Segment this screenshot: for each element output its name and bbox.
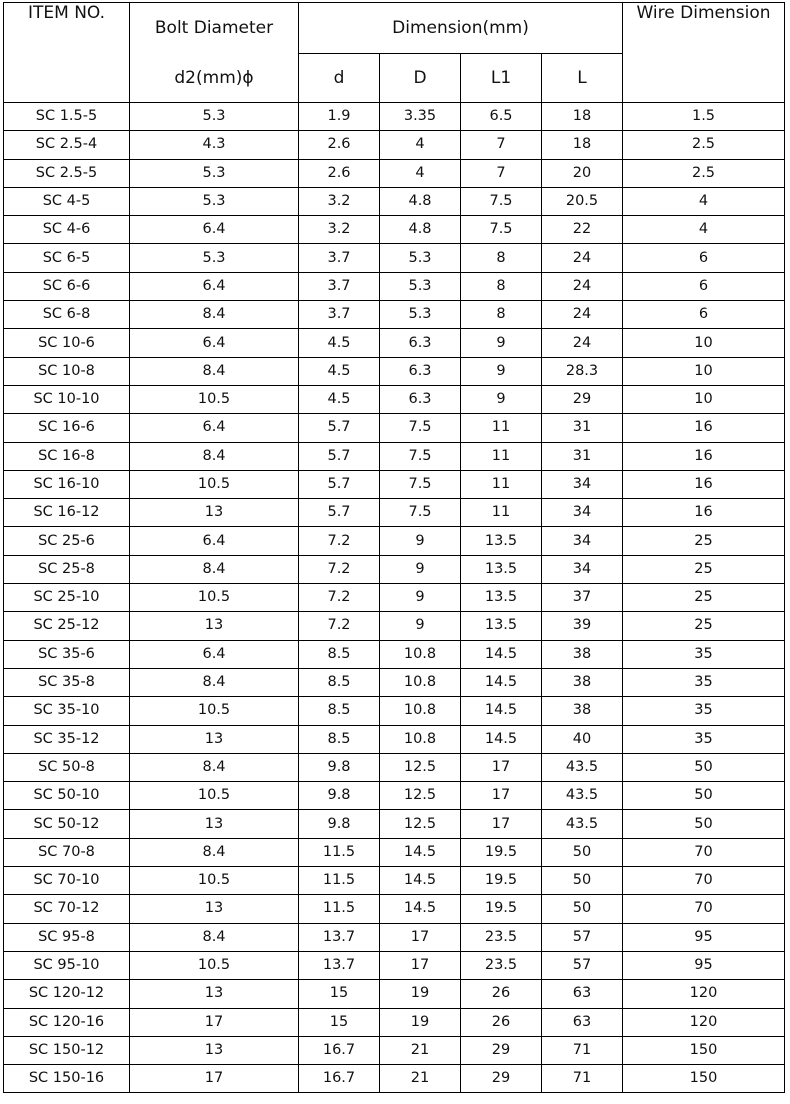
cell-L: 38	[542, 697, 623, 725]
cell-L: 18	[542, 103, 623, 131]
cell-L: 34	[542, 555, 623, 583]
cell-wire-dimension: 25	[623, 555, 785, 583]
cell-bolt-diameter: 8.4	[130, 753, 299, 781]
cell-L1: 17	[461, 782, 542, 810]
cell-L1: 23.5	[461, 923, 542, 951]
cell-wire-dimension: 35	[623, 668, 785, 696]
cell-wire-dimension: 16	[623, 414, 785, 442]
table-row	[4, 1036, 785, 1064]
cell-bolt-diameter: 8.4	[130, 301, 299, 329]
cell-d: 8.5	[299, 640, 380, 668]
header-D-upper: D	[380, 54, 461, 103]
cell-D-upper: 5.3	[380, 301, 461, 329]
cell-L1: 13.5	[461, 584, 542, 612]
cell-L1: 19.5	[461, 867, 542, 895]
header-wire-dimension: Wire Dimension	[623, 3, 785, 103]
cell-L: 29	[542, 385, 623, 413]
cell-L: 22	[542, 216, 623, 244]
cell-L: 34	[542, 470, 623, 498]
cell-d: 4.5	[299, 357, 380, 385]
cell-item-no: SC 35-12	[4, 725, 130, 753]
table-row	[4, 385, 785, 413]
cell-wire-dimension: 16	[623, 442, 785, 470]
cell-d: 9.8	[299, 810, 380, 838]
cell-bolt-diameter: 10.5	[130, 951, 299, 979]
header-bolt-sub: d2(mm)ϕ	[130, 54, 299, 103]
table-row	[4, 555, 785, 583]
cell-d: 5.7	[299, 442, 380, 470]
cell-L1: 8	[461, 301, 542, 329]
cell-D-upper: 10.8	[380, 725, 461, 753]
cell-bolt-diameter: 13	[130, 980, 299, 1008]
table-row	[4, 838, 785, 866]
cell-L1: 7	[461, 131, 542, 159]
cell-L: 50	[542, 867, 623, 895]
cell-wire-dimension: 35	[623, 697, 785, 725]
cell-item-no: SC 1.5-5	[4, 103, 130, 131]
cell-wire-dimension: 25	[623, 527, 785, 555]
cell-L: 40	[542, 725, 623, 753]
cell-bolt-diameter: 13	[130, 810, 299, 838]
cell-d: 1.9	[299, 103, 380, 131]
cell-L1: 8	[461, 272, 542, 300]
table-row	[4, 329, 785, 357]
cell-L: 57	[542, 951, 623, 979]
cell-L1: 7	[461, 159, 542, 187]
cell-bolt-diameter: 6.4	[130, 216, 299, 244]
cell-L: 39	[542, 612, 623, 640]
table-row	[4, 159, 785, 187]
cell-L1: 8	[461, 244, 542, 272]
table-header	[4, 3, 785, 103]
cell-item-no: SC 150-16	[4, 1065, 130, 1093]
cell-bolt-diameter: 10.5	[130, 782, 299, 810]
cell-D-upper: 4	[380, 131, 461, 159]
cell-bolt-diameter: 8.4	[130, 357, 299, 385]
terminal-spec-table	[3, 2, 785, 1093]
cell-bolt-diameter: 6.4	[130, 414, 299, 442]
cell-bolt-diameter: 13	[130, 895, 299, 923]
table-row	[4, 272, 785, 300]
cell-d: 7.2	[299, 584, 380, 612]
cell-bolt-diameter: 13	[130, 1036, 299, 1064]
table-row	[4, 470, 785, 498]
cell-d: 13.7	[299, 923, 380, 951]
cell-d: 7.2	[299, 527, 380, 555]
cell-item-no: SC 25-10	[4, 584, 130, 612]
header-item-no: ITEM NO.	[4, 3, 130, 103]
table-row	[4, 131, 785, 159]
cell-wire-dimension: 6	[623, 272, 785, 300]
cell-D-upper: 7.5	[380, 470, 461, 498]
cell-bolt-diameter: 10.5	[130, 697, 299, 725]
cell-L1: 29	[461, 1065, 542, 1093]
cell-D-upper: 12.5	[380, 782, 461, 810]
cell-bolt-diameter: 10.5	[130, 584, 299, 612]
cell-L1: 23.5	[461, 951, 542, 979]
cell-item-no: SC 16-8	[4, 442, 130, 470]
cell-d: 9.8	[299, 782, 380, 810]
cell-item-no: SC 6-6	[4, 272, 130, 300]
cell-bolt-diameter: 6.4	[130, 640, 299, 668]
cell-L1: 9	[461, 385, 542, 413]
table-row	[4, 612, 785, 640]
cell-L1: 13.5	[461, 555, 542, 583]
table-row	[4, 923, 785, 951]
table-row	[4, 244, 785, 272]
cell-wire-dimension: 95	[623, 923, 785, 951]
cell-L1: 6.5	[461, 103, 542, 131]
cell-L: 63	[542, 980, 623, 1008]
cell-wire-dimension: 25	[623, 612, 785, 640]
table-row	[4, 668, 785, 696]
table-row	[4, 1065, 785, 1093]
cell-bolt-diameter: 13	[130, 612, 299, 640]
cell-d: 11.5	[299, 867, 380, 895]
cell-item-no: SC 35-6	[4, 640, 130, 668]
table-row	[4, 584, 785, 612]
cell-L1: 11	[461, 414, 542, 442]
cell-L: 38	[542, 668, 623, 696]
cell-L: 43.5	[542, 753, 623, 781]
cell-d: 4.5	[299, 385, 380, 413]
cell-L1: 11	[461, 442, 542, 470]
cell-L: 38	[542, 640, 623, 668]
cell-bolt-diameter: 8.4	[130, 555, 299, 583]
cell-D-upper: 5.3	[380, 244, 461, 272]
table-row	[4, 357, 785, 385]
cell-item-no: SC 50-12	[4, 810, 130, 838]
table-row	[4, 980, 785, 1008]
cell-d: 13.7	[299, 951, 380, 979]
cell-d: 3.7	[299, 272, 380, 300]
cell-bolt-diameter: 10.5	[130, 385, 299, 413]
cell-d: 3.2	[299, 216, 380, 244]
cell-item-no: SC 120-16	[4, 1008, 130, 1036]
header-d: d	[299, 54, 380, 103]
cell-D-upper: 9	[380, 527, 461, 555]
table-row	[4, 527, 785, 555]
cell-item-no: SC 70-12	[4, 895, 130, 923]
cell-L1: 19.5	[461, 895, 542, 923]
header-L1: L1	[461, 54, 542, 103]
cell-wire-dimension: 150	[623, 1036, 785, 1064]
cell-item-no: SC 6-5	[4, 244, 130, 272]
cell-D-upper: 9	[380, 584, 461, 612]
table-row	[4, 867, 785, 895]
cell-d: 8.5	[299, 725, 380, 753]
cell-d: 11.5	[299, 895, 380, 923]
cell-wire-dimension: 25	[623, 584, 785, 612]
cell-bolt-diameter: 10.5	[130, 470, 299, 498]
table-row	[4, 951, 785, 979]
cell-d: 3.7	[299, 301, 380, 329]
cell-L: 31	[542, 414, 623, 442]
cell-L1: 9	[461, 329, 542, 357]
cell-wire-dimension: 50	[623, 810, 785, 838]
cell-wire-dimension: 10	[623, 385, 785, 413]
cell-item-no: SC 35-8	[4, 668, 130, 696]
cell-D-upper: 14.5	[380, 867, 461, 895]
table-row	[4, 187, 785, 215]
table-row	[4, 442, 785, 470]
table-row	[4, 725, 785, 753]
cell-bolt-diameter: 8.4	[130, 838, 299, 866]
cell-item-no: SC 25-8	[4, 555, 130, 583]
header-dimension: Dimension(mm)	[299, 3, 623, 54]
cell-L1: 13.5	[461, 527, 542, 555]
cell-L: 34	[542, 527, 623, 555]
cell-D-upper: 6.3	[380, 385, 461, 413]
cell-wire-dimension: 4	[623, 216, 785, 244]
cell-item-no: SC 120-12	[4, 980, 130, 1008]
table-row	[4, 640, 785, 668]
cell-L1: 14.5	[461, 668, 542, 696]
cell-item-no: SC 16-12	[4, 499, 130, 527]
cell-L: 63	[542, 1008, 623, 1036]
cell-item-no: SC 50-10	[4, 782, 130, 810]
cell-wire-dimension: 2.5	[623, 159, 785, 187]
cell-d: 11.5	[299, 838, 380, 866]
cell-item-no: SC 16-10	[4, 470, 130, 498]
cell-L1: 7.5	[461, 216, 542, 244]
cell-D-upper: 4.8	[380, 216, 461, 244]
cell-D-upper: 7.5	[380, 499, 461, 527]
cell-d: 5.7	[299, 414, 380, 442]
cell-bolt-diameter: 17	[130, 1008, 299, 1036]
cell-D-upper: 10.8	[380, 668, 461, 696]
cell-item-no: SC 4-6	[4, 216, 130, 244]
cell-bolt-diameter: 17	[130, 1065, 299, 1093]
cell-bolt-diameter: 6.4	[130, 272, 299, 300]
cell-L1: 26	[461, 980, 542, 1008]
cell-D-upper: 19	[380, 980, 461, 1008]
cell-item-no: SC 2.5-5	[4, 159, 130, 187]
cell-D-upper: 6.3	[380, 357, 461, 385]
cell-L: 31	[542, 442, 623, 470]
cell-bolt-diameter: 10.5	[130, 867, 299, 895]
cell-wire-dimension: 35	[623, 640, 785, 668]
cell-item-no: SC 35-10	[4, 697, 130, 725]
cell-L: 24	[542, 329, 623, 357]
cell-D-upper: 4	[380, 159, 461, 187]
cell-wire-dimension: 6	[623, 301, 785, 329]
cell-L1: 29	[461, 1036, 542, 1064]
cell-D-upper: 4.8	[380, 187, 461, 215]
cell-bolt-diameter: 6.4	[130, 527, 299, 555]
table-row	[4, 782, 785, 810]
cell-L1: 17	[461, 810, 542, 838]
cell-item-no: SC 70-10	[4, 867, 130, 895]
cell-bolt-diameter: 5.3	[130, 244, 299, 272]
cell-item-no: SC 95-8	[4, 923, 130, 951]
cell-D-upper: 9	[380, 612, 461, 640]
cell-D-upper: 17	[380, 923, 461, 951]
cell-d: 5.7	[299, 499, 380, 527]
cell-L: 24	[542, 272, 623, 300]
header-bolt-diameter: Bolt Diameter	[130, 3, 299, 54]
cell-wire-dimension: 10	[623, 357, 785, 385]
cell-bolt-diameter: 8.4	[130, 923, 299, 951]
cell-wire-dimension: 70	[623, 895, 785, 923]
cell-D-upper: 17	[380, 951, 461, 979]
table-row	[4, 697, 785, 725]
cell-d: 9.8	[299, 753, 380, 781]
cell-L: 43.5	[542, 782, 623, 810]
cell-d: 3.7	[299, 244, 380, 272]
cell-d: 15	[299, 1008, 380, 1036]
cell-L: 28.3	[542, 357, 623, 385]
cell-L1: 9	[461, 357, 542, 385]
cell-d: 15	[299, 980, 380, 1008]
cell-D-upper: 9	[380, 555, 461, 583]
cell-d: 8.5	[299, 697, 380, 725]
cell-bolt-diameter: 13	[130, 499, 299, 527]
cell-wire-dimension: 16	[623, 470, 785, 498]
cell-item-no: SC 25-12	[4, 612, 130, 640]
cell-L: 71	[542, 1036, 623, 1064]
cell-d: 7.2	[299, 612, 380, 640]
cell-item-no: SC 70-8	[4, 838, 130, 866]
cell-item-no: SC 6-8	[4, 301, 130, 329]
cell-bolt-diameter: 5.3	[130, 159, 299, 187]
cell-wire-dimension: 95	[623, 951, 785, 979]
cell-bolt-diameter: 6.4	[130, 329, 299, 357]
cell-L: 18	[542, 131, 623, 159]
cell-D-upper: 14.5	[380, 838, 461, 866]
cell-L: 20	[542, 159, 623, 187]
cell-L: 24	[542, 244, 623, 272]
cell-D-upper: 12.5	[380, 810, 461, 838]
cell-L1: 19.5	[461, 838, 542, 866]
cell-wire-dimension: 35	[623, 725, 785, 753]
cell-bolt-diameter: 5.3	[130, 103, 299, 131]
cell-L1: 26	[461, 1008, 542, 1036]
table-row	[4, 414, 785, 442]
cell-wire-dimension: 150	[623, 1065, 785, 1093]
cell-item-no: SC 16-6	[4, 414, 130, 442]
cell-D-upper: 12.5	[380, 753, 461, 781]
cell-L: 43.5	[542, 810, 623, 838]
cell-item-no: SC 150-12	[4, 1036, 130, 1064]
cell-D-upper: 7.5	[380, 442, 461, 470]
cell-d: 16.7	[299, 1036, 380, 1064]
cell-D-upper: 10.8	[380, 640, 461, 668]
cell-D-upper: 5.3	[380, 272, 461, 300]
cell-wire-dimension: 6	[623, 244, 785, 272]
cell-wire-dimension: 50	[623, 753, 785, 781]
cell-L1: 17	[461, 753, 542, 781]
table-row	[4, 895, 785, 923]
table-row	[4, 499, 785, 527]
cell-L1: 13.5	[461, 612, 542, 640]
cell-d: 2.6	[299, 131, 380, 159]
cell-d: 16.7	[299, 1065, 380, 1093]
cell-wire-dimension: 4	[623, 187, 785, 215]
cell-wire-dimension: 16	[623, 499, 785, 527]
cell-bolt-diameter: 4.3	[130, 131, 299, 159]
cell-item-no: SC 4-5	[4, 187, 130, 215]
cell-wire-dimension: 70	[623, 838, 785, 866]
cell-item-no: SC 10-6	[4, 329, 130, 357]
cell-item-no: SC 95-10	[4, 951, 130, 979]
cell-bolt-diameter: 13	[130, 725, 299, 753]
cell-D-upper: 14.5	[380, 895, 461, 923]
cell-D-upper: 21	[380, 1036, 461, 1064]
cell-L: 57	[542, 923, 623, 951]
table-row	[4, 1008, 785, 1036]
table-row	[4, 810, 785, 838]
cell-D-upper: 3.35	[380, 103, 461, 131]
cell-L: 50	[542, 895, 623, 923]
cell-d: 5.7	[299, 470, 380, 498]
cell-L1: 7.5	[461, 187, 542, 215]
cell-D-upper: 21	[380, 1065, 461, 1093]
cell-bolt-diameter: 8.4	[130, 668, 299, 696]
cell-L: 37	[542, 584, 623, 612]
cell-D-upper: 7.5	[380, 414, 461, 442]
cell-D-upper: 6.3	[380, 329, 461, 357]
cell-d: 2.6	[299, 159, 380, 187]
cell-L: 34	[542, 499, 623, 527]
table-row	[4, 216, 785, 244]
cell-L: 50	[542, 838, 623, 866]
cell-item-no: SC 50-8	[4, 753, 130, 781]
table-row	[4, 301, 785, 329]
cell-L1: 11	[461, 499, 542, 527]
cell-item-no: SC 10-10	[4, 385, 130, 413]
cell-wire-dimension: 50	[623, 782, 785, 810]
cell-wire-dimension: 10	[623, 329, 785, 357]
cell-L1: 14.5	[461, 697, 542, 725]
cell-L1: 11	[461, 470, 542, 498]
cell-d: 7.2	[299, 555, 380, 583]
cell-d: 3.2	[299, 187, 380, 215]
cell-L1: 14.5	[461, 725, 542, 753]
cell-D-upper: 10.8	[380, 697, 461, 725]
table-body	[4, 103, 785, 1093]
cell-wire-dimension: 1.5	[623, 103, 785, 131]
cell-wire-dimension: 120	[623, 1008, 785, 1036]
cell-wire-dimension: 70	[623, 867, 785, 895]
cell-d: 4.5	[299, 329, 380, 357]
cell-L: 71	[542, 1065, 623, 1093]
cell-item-no: SC 2.5-4	[4, 131, 130, 159]
cell-item-no: SC 10-8	[4, 357, 130, 385]
cell-wire-dimension: 120	[623, 980, 785, 1008]
cell-L1: 14.5	[461, 640, 542, 668]
cell-d: 8.5	[299, 668, 380, 696]
cell-L: 24	[542, 301, 623, 329]
cell-D-upper: 19	[380, 1008, 461, 1036]
cell-L: 20.5	[542, 187, 623, 215]
cell-wire-dimension: 2.5	[623, 131, 785, 159]
header-L: L	[542, 54, 623, 103]
cell-item-no: SC 25-6	[4, 527, 130, 555]
cell-bolt-diameter: 5.3	[130, 187, 299, 215]
cell-bolt-diameter: 8.4	[130, 442, 299, 470]
table-row	[4, 753, 785, 781]
table-row	[4, 103, 785, 131]
